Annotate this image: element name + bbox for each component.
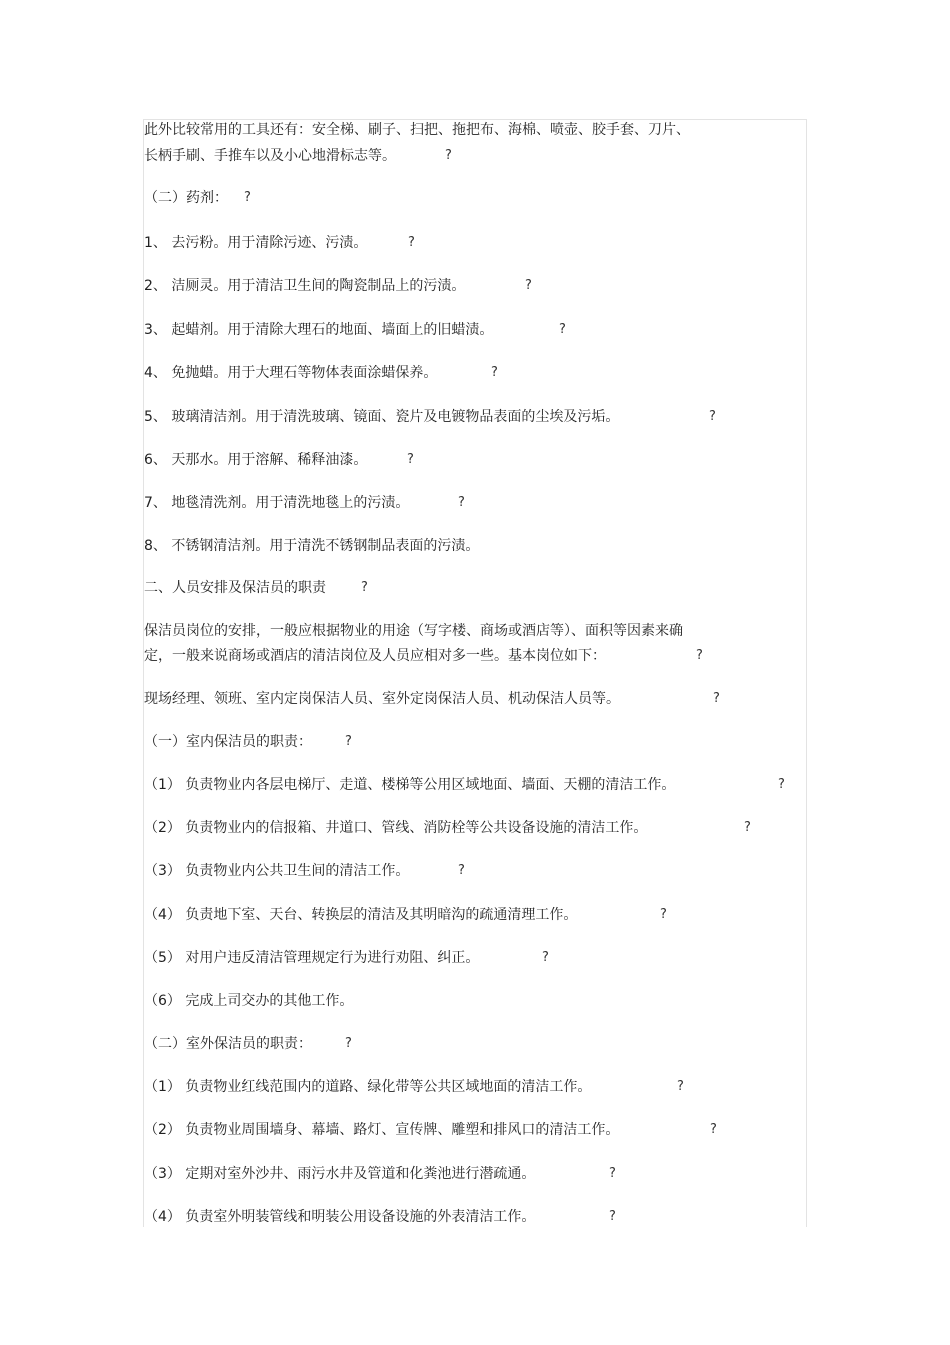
text-line: 长柄手刷、手推车以及小心地滑标志等。 <box>144 148 396 164</box>
marker: ? <box>660 907 667 922</box>
marker: ? <box>744 820 751 835</box>
list-item: 8、 不锈钢清洁剂。用于清洗不锈钢制品表面的污渍。 <box>144 538 480 554</box>
marker: ? <box>696 648 703 663</box>
list-item: （2） 负责物业内的信报箱、井道口、管线、消防栓等公共设备设施的清洁工作。 <box>144 820 648 836</box>
list-item: 1、 去污粉。用于清除污迹、污渍。 <box>144 235 368 251</box>
list-item: （4） 负责地下室、天台、转换层的清洁及其明暗沟的疏通清理工作。 <box>144 907 578 923</box>
list-item: （5） 对用户违反清洁管理规定行为进行劝阻、纠正。 <box>144 950 480 966</box>
marker: ? <box>525 278 532 293</box>
marker: ? <box>713 691 720 706</box>
list-item: 4、 免抛蜡。用于大理石等物体表面涂蜡保养。 <box>144 365 438 381</box>
marker: ? <box>778 777 785 792</box>
marker: ? <box>445 148 452 163</box>
marker: ? <box>609 1166 616 1181</box>
marker: ? <box>491 365 498 380</box>
list-item: （1） 负责物业红线范围内的道路、绿化带等公共区域地面的清洁工作。 <box>144 1079 592 1095</box>
list-item: 6、 天那水。用于溶解、稀释油漆。 <box>144 452 368 468</box>
marker: ? <box>408 235 415 250</box>
marker: ? <box>709 409 716 424</box>
marker: ? <box>458 863 465 878</box>
text-line: 此外比较常用的工具还有：安全梯、刷子、扫把、拖把布、海棉、喷壶、胶手套、刀片、 <box>144 122 690 138</box>
text-line: 定，一般来说商场或酒店的清洁岗位及人员应相对多一些。基本岗位如下： <box>144 648 606 664</box>
marker: ? <box>244 190 251 205</box>
list-item: 3、 起蜡剂。用于清除大理石的地面、墙面上的旧蜡渍。 <box>144 322 494 338</box>
marker: ? <box>677 1079 684 1094</box>
list-item: （1） 负责物业内各层电梯厅、走道、楼梯等公用区域地面、墙面、天棚的清洁工作。 <box>144 777 676 793</box>
marker: ? <box>710 1122 717 1137</box>
section-heading: 二、人员安排及保洁员的职责 <box>144 580 326 596</box>
list-item: （6） 完成上司交办的其他工作。 <box>144 993 354 1009</box>
section-heading: （二）室外保洁员的职责： <box>144 1036 312 1052</box>
list-item: 7、 地毯清洗剂。用于清洗地毯上的污渍。 <box>144 495 410 511</box>
list-item: （3） 负责物业内公共卫生间的清洁工作。 <box>144 863 410 879</box>
list-item: （2） 负责物业周围墙身、幕墙、路灯、宣传牌、雕塑和排风口的清洁工作。 <box>144 1122 620 1138</box>
marker: ? <box>345 734 352 749</box>
list-item: 2、 洁厕灵。用于清洁卫生间的陶瓷制品上的污渍。 <box>144 278 466 294</box>
marker: ? <box>458 495 465 510</box>
list-item: 5、 玻璃清洁剂。用于清洗玻璃、镜面、瓷片及电镀物品表面的尘埃及污垢。 <box>144 409 620 425</box>
marker: ? <box>407 452 414 467</box>
marker: ? <box>361 580 368 595</box>
list-item: （3） 定期对室外沙井、雨污水井及管道和化粪池进行潜疏通。 <box>144 1166 536 1182</box>
marker: ? <box>345 1036 352 1051</box>
section-heading: （一）室内保洁员的职责： <box>144 734 312 750</box>
text-line: 现场经理、领班、室内定岗保洁人员、室外定岗保洁人员、机动保洁人员等。 <box>144 691 620 707</box>
section-heading: （二）药剂： <box>144 190 228 206</box>
list-item: （4） 负责室外明装管线和明装公用设备设施的外表清洁工作。 <box>144 1209 536 1225</box>
text-line: 保洁员岗位的安排，一般应根据物业的用途（写字楼、商场或酒店等）、面积等因素来确 <box>144 623 683 639</box>
marker: ? <box>542 950 549 965</box>
marker: ? <box>609 1209 616 1224</box>
marker: ? <box>559 322 566 337</box>
